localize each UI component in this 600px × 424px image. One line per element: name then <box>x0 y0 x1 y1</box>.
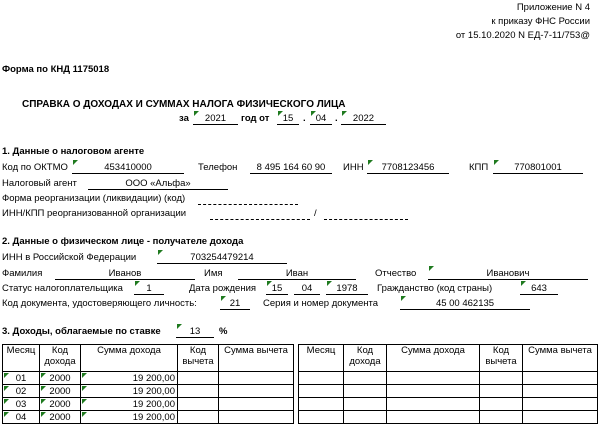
col-month: Месяц <box>3 345 40 372</box>
period-sep-1: . <box>303 113 306 124</box>
appendix-note <box>456 2 590 41</box>
col-income-code: Код дохода <box>40 345 81 372</box>
income-sum-value: 19 200,00 <box>132 398 175 410</box>
cell-marker-icon <box>311 111 316 116</box>
appendix-line-1: Приложение N 4 <box>516 2 590 13</box>
page-title: СПРАВКА О ДОХОДАХ И СУММАХ НАЛОГА ФИЗИЧЕСКОГО ЛИЦА <box>22 99 346 110</box>
cell-marker-icon <box>41 412 46 417</box>
cell-marker-icon <box>41 399 46 404</box>
oktmo-label: Код по ОКТМО <box>2 162 68 173</box>
month-value: 03 <box>15 398 27 410</box>
deduction-code-cell[interactable] <box>480 385 523 398</box>
month-cell[interactable] <box>3 398 40 411</box>
deduction-code-cell[interactable] <box>480 398 523 411</box>
kpp-field[interactable]: 770801001 <box>493 162 583 174</box>
surname-label: Фамилия <box>2 268 43 279</box>
income-sum-cell[interactable] <box>81 372 178 385</box>
first-name-field[interactable]: Иван <box>238 268 356 280</box>
cell-marker-icon <box>4 399 9 404</box>
doc-number-field[interactable]: 45 00 462135 <box>400 298 530 310</box>
appendix-line-2: к приказу ФНС России <box>491 16 590 27</box>
cell-marker-icon <box>342 111 347 116</box>
income-code-cell[interactable] <box>344 372 387 385</box>
month-cell[interactable] <box>3 372 40 385</box>
agent-name-label: Налоговый агент <box>2 178 77 189</box>
deduction-code-cell[interactable] <box>178 385 219 398</box>
cell-marker-icon <box>327 281 332 286</box>
month-cell[interactable] <box>3 385 40 398</box>
income-code-value: 2000 <box>49 372 71 384</box>
cell-marker-icon <box>278 111 283 116</box>
period-sep-2: . <box>335 113 338 124</box>
income-code-value: 2000 <box>49 385 71 397</box>
birth-label: Дата рождения <box>189 283 257 294</box>
cell-marker-icon <box>82 412 87 417</box>
deduction-sum-cell[interactable] <box>219 372 294 385</box>
income-code-value: 2000 <box>49 398 71 410</box>
status-field[interactable]: 1 <box>134 283 164 295</box>
table-row <box>3 398 294 411</box>
birth-year-field[interactable]: 1978 <box>326 283 368 295</box>
doc-number-label: Серия и номер документа <box>263 298 379 309</box>
deduction-code-cell[interactable] <box>480 372 523 385</box>
col-deduction-code: Код вычета <box>480 345 523 372</box>
month-value: 04 <box>15 411 27 423</box>
section3-heading: 3. Доходы, облагаемые по ставке <box>2 326 161 337</box>
income-code-cell[interactable] <box>40 372 81 385</box>
income-sum-cell[interactable] <box>387 385 480 398</box>
income-table-left <box>2 344 294 424</box>
cell-marker-icon <box>41 386 46 391</box>
oktmo-field[interactable]: 453410000 <box>72 162 184 174</box>
month-value: 01 <box>15 372 27 384</box>
period-year-from-label: год от <box>241 113 270 124</box>
birth-month-field[interactable]: 04 <box>294 283 320 295</box>
percent-sign: % <box>219 326 228 337</box>
citizenship-label: Гражданство (код страны) <box>377 283 493 294</box>
deduction-code-cell[interactable] <box>178 372 219 385</box>
cell-marker-icon <box>82 399 87 404</box>
reorg-form-field[interactable] <box>198 193 298 205</box>
agent-inn-field[interactable]: 7708123456 <box>367 162 449 174</box>
income-sum-value: 19 200,00 <box>132 372 175 384</box>
income-table-right <box>298 344 598 424</box>
col-deduction-sum: Сумма вычета <box>523 345 598 372</box>
table-row <box>3 372 294 385</box>
patronymic-label: Отчество <box>375 268 417 279</box>
month-cell[interactable] <box>299 385 344 398</box>
status-label: Статус налогоплательщика <box>2 283 123 294</box>
col-deduction-code: Код вычета <box>178 345 219 372</box>
table-row <box>3 385 294 398</box>
patronymic-field[interactable]: Иванович <box>428 268 588 280</box>
birth-day-field[interactable]: 15 <box>266 283 288 295</box>
income-sum-cell[interactable] <box>387 372 480 385</box>
col-income-code: Код дохода <box>344 345 387 372</box>
deduction-sum-cell[interactable] <box>523 372 598 385</box>
col-deduction-sum: Сумма вычета <box>219 345 294 372</box>
person-inn-label: ИНН в Российской Федерации <box>2 252 137 263</box>
cell-marker-icon <box>494 160 499 165</box>
col-income-sum: Сумма дохода <box>81 345 178 372</box>
period-day-field[interactable]: 15 <box>277 113 299 125</box>
income-sum-cell[interactable] <box>81 398 178 411</box>
cell-marker-icon <box>73 160 78 165</box>
deduction-sum-cell[interactable] <box>219 398 294 411</box>
col-month: Месяц <box>299 345 344 372</box>
income-sum-value: 19 200,00 <box>132 411 175 423</box>
phone-label: Телефон <box>198 162 238 173</box>
cell-marker-icon <box>41 373 46 378</box>
deduction-code-cell[interactable] <box>178 398 219 411</box>
cell-marker-icon <box>221 296 226 301</box>
period-year-field[interactable]: 2021 <box>193 113 238 125</box>
period-for-label: за <box>179 113 189 124</box>
income-sum-cell[interactable] <box>387 398 480 411</box>
cell-marker-icon <box>4 386 9 391</box>
income-code-cell[interactable] <box>344 385 387 398</box>
doc-code-field[interactable]: 21 <box>220 298 250 310</box>
income-code-cell[interactable] <box>40 398 81 411</box>
appendix-line-3: от 15.10.2020 N ЕД-7-11/753@ <box>455 30 590 41</box>
cell-marker-icon <box>429 266 434 271</box>
income-sum-cell[interactable] <box>81 385 178 398</box>
rate-field[interactable]: 13 <box>176 326 214 338</box>
cell-marker-icon <box>158 250 163 255</box>
cell-marker-icon <box>368 160 373 165</box>
reorg-form-label: Форма реорганизации (ликвидации) (код) <box>2 193 186 204</box>
person-inn-field[interactable]: 703254479214 <box>157 252 287 264</box>
citizenship-field[interactable]: 643 <box>520 283 558 295</box>
form-code: Форма по КНД 1175018 <box>2 64 110 75</box>
surname-field[interactable]: Иванов <box>55 268 195 280</box>
table-row <box>299 372 598 385</box>
doc-code-label: Код документа, удостоверяющего личность: <box>2 298 197 309</box>
month-value: 02 <box>15 385 27 397</box>
period-month-field[interactable]: 04 <box>310 113 332 125</box>
cell-marker-icon <box>82 373 87 378</box>
col-income-sum: Сумма дохода <box>387 345 480 372</box>
phone-field[interactable]: 8 495 164 60 90 <box>250 162 332 174</box>
period-doc-year-field[interactable]: 2022 <box>341 113 386 125</box>
table-row <box>299 398 598 411</box>
reorg-separator: / <box>314 208 317 219</box>
first-name-label: Имя <box>204 268 223 279</box>
section2-heading: 2. Данные о физическом лице - получателе дохода <box>2 236 244 247</box>
reorg-inn-field[interactable] <box>210 208 310 220</box>
deduction-sum-cell[interactable] <box>219 385 294 398</box>
cell-marker-icon <box>4 373 9 378</box>
table-row <box>299 385 598 398</box>
cell-marker-icon <box>267 281 272 286</box>
cell-marker-icon <box>82 386 87 391</box>
income-code-cell[interactable] <box>40 385 81 398</box>
income-code-cell[interactable] <box>344 398 387 411</box>
cell-marker-icon <box>4 412 9 417</box>
deduction-sum-cell[interactable] <box>523 398 598 411</box>
reorg-inn-label: ИНН/КПП реорганизованной организации <box>2 208 187 219</box>
cell-marker-icon <box>521 281 526 286</box>
section1-heading: 1. Данные о налоговом агенте <box>2 146 145 157</box>
cell-marker-icon <box>401 296 406 301</box>
income-sum-value: 19 200,00 <box>132 385 175 397</box>
month-cell[interactable] <box>299 398 344 411</box>
month-cell[interactable] <box>299 372 344 385</box>
kpp-label: КПП <box>469 162 489 173</box>
reorg-kpp-field[interactable] <box>324 208 408 220</box>
deduction-sum-cell[interactable] <box>523 385 598 398</box>
cell-marker-icon <box>194 111 199 116</box>
agent-inn-label: ИНН <box>343 162 364 173</box>
cell-marker-icon <box>177 324 182 329</box>
income-code-value: 2000 <box>49 411 71 423</box>
cell-marker-icon <box>135 281 140 286</box>
agent-name-field[interactable]: ООО «Альфа» <box>88 178 228 190</box>
